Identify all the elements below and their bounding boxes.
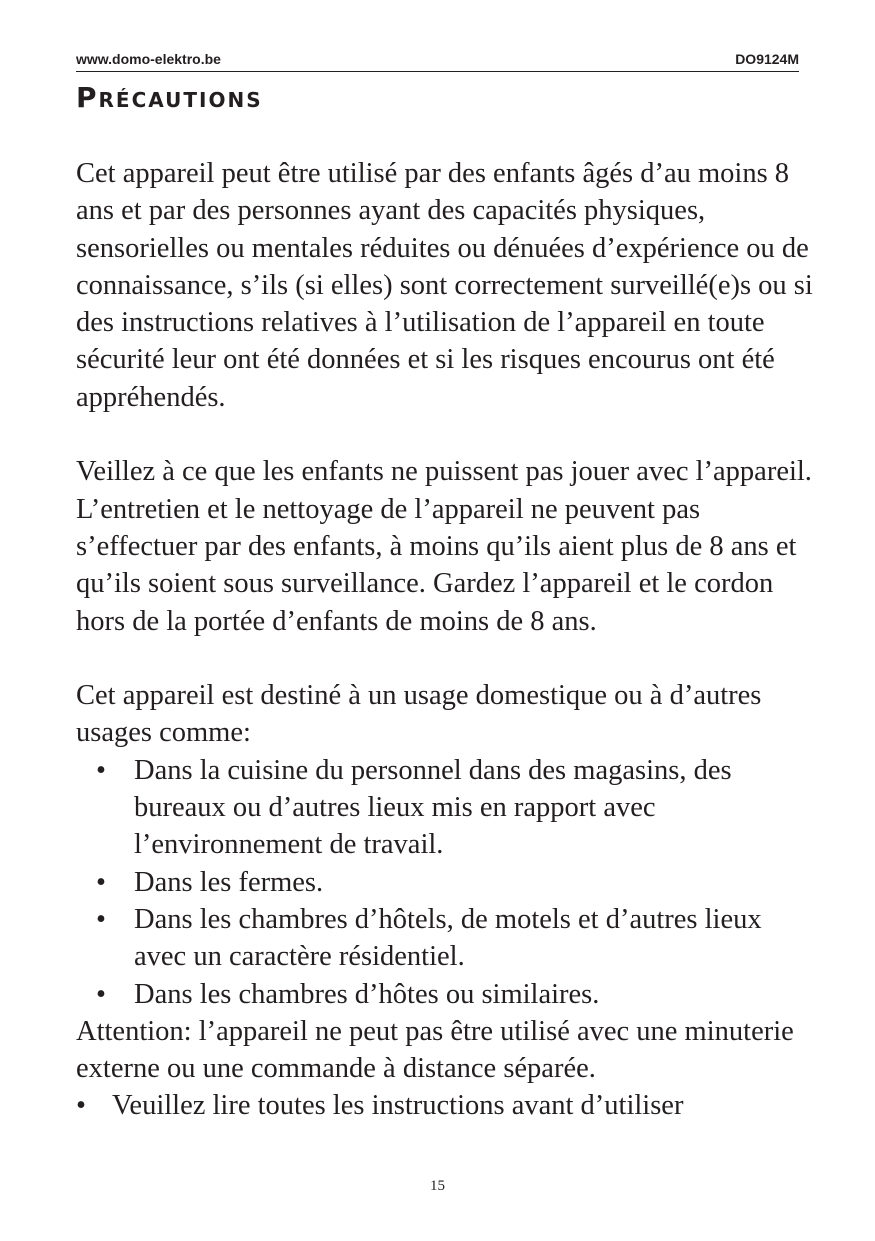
list-item-text: Dans la cuisine du personnel dans des magasins, des bureaux ou d’autres lieux mis en rapport avec l’environnement de travail. <box>134 754 732 861</box>
page-header <box>76 51 799 71</box>
usage-list <box>76 752 816 1013</box>
list-item <box>76 901 816 976</box>
list-item-text: Dans les fermes. <box>134 866 324 898</box>
header-rule <box>76 71 799 72</box>
paragraph-children-supervision: Cet appareil peut être utilisé par des enfants âgés d’au moins 8 ans et par des personnes ayant des capacités physiques, sensorielles ou mentales réduites ou dénuées d’expérience ou de connaissance, s’ils (si elles) sont correctement surveillé(e)s ou si des instructions relatives à l’utilisation de l’appareil en toute sécurité leur ont été données et si les risques encourus ont été appréhendés. <box>76 158 813 413</box>
paragraph-usage-intro: Cet appareil est destiné à un usage domestique ou à d’autres usages comme: <box>76 680 762 749</box>
list-item-text: Dans les chambres d’hôtes ou similaires. <box>134 978 600 1010</box>
list-item <box>76 864 816 901</box>
list-item <box>76 752 816 864</box>
section-title: Précautions <box>76 81 263 114</box>
list-item-text: Dans les chambres d’hôtels, de motels et d’autres lieux avec un caractère résidentiel. <box>134 903 762 973</box>
bullet-icon: • <box>96 903 106 935</box>
bullet-icon: • <box>96 866 106 898</box>
bullet-icon: • <box>76 1090 86 1122</box>
paragraph-gap <box>76 640 816 677</box>
website-link[interactable]: www.domo-elektro.be <box>76 51 221 67</box>
paragraph-cleaning: Veillez à ce que les enfants ne puissent pas jouer avec l’appareil. L’entretien et le nettoyage de l’appareil ne peuvent pas s’effectuer par des enfants, à moins qu’ils aient plus de 8 ans et qu’ils soient sous surveillance. Gardez l’appareil et le cordon hors de la portée d’enfants de moins de 8 ans. <box>76 456 812 637</box>
page-number: 15 <box>430 1178 445 1194</box>
list-item <box>76 1087 816 1124</box>
list-item-text: Veuillez lire toutes les instructions avant d’utiliser <box>112 1090 684 1122</box>
model-number: DO9124M <box>735 51 799 67</box>
bullet-icon: • <box>96 978 106 1010</box>
paragraph-gap <box>76 416 816 453</box>
bullet-icon: • <box>96 754 106 786</box>
body-text <box>76 155 816 1125</box>
list-item <box>76 976 816 1013</box>
attention-note: Attention: l’appareil ne peut pas être utilisé avec une minuterie externe ou une commande à distance séparée. <box>76 1015 794 1085</box>
